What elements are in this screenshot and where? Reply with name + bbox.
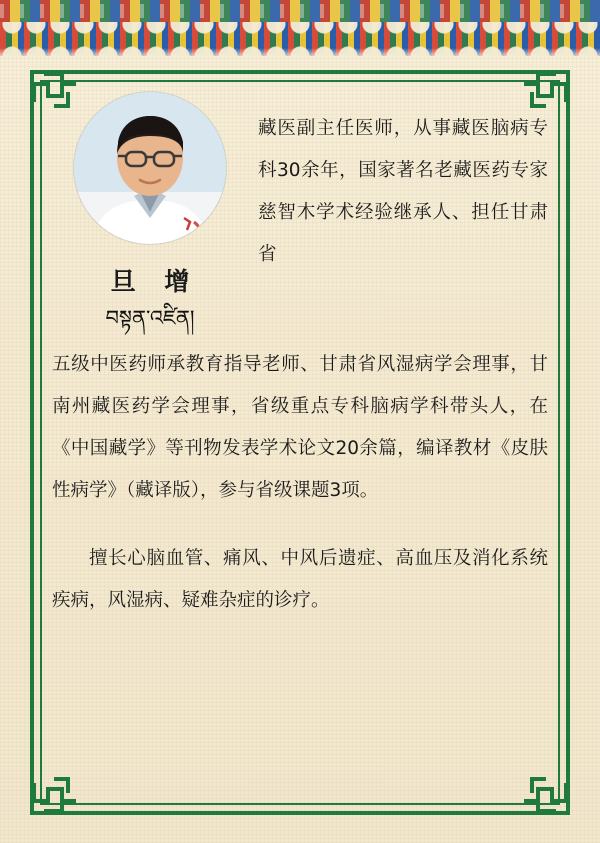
avatar [74,92,226,244]
banner-fade [0,48,600,56]
doctor-name: 旦 增 [110,267,200,296]
profile-header [52,92,548,344]
intro-continued-text: 五级中医药师承教育指导老师、甘肃省风湿病学会理事，甘南州藏医药学会理事，省级重点专科脑病学科带头人，在《中国藏学》等刊物发表学术论文20余篇，编译教材《皮肤性病学》（藏译版），参与省级课题3项。 [52,354,548,501]
specialty-text: 擅长心脑血管、痛风、中风后遗症、高血压及消化系统疾病，风湿病、疑难杂症的诊疗。 [52,548,548,611]
intro-lead-text: 藏医副主任医师，从事藏医脑病专科30余年，国家著名老藏医药专家慈智木学术经验继承人、担任甘肃省 [258,118,548,265]
portrait-block [52,92,248,331]
banner-stripe-highlight [0,4,600,18]
intro-body [52,344,548,622]
tibetan-decorative-banner [0,0,600,56]
paragraph-spacer [52,512,548,538]
profile-content [52,92,548,792]
doctor-name-tibetan: བསྟན་འཛིན། [105,306,195,330]
